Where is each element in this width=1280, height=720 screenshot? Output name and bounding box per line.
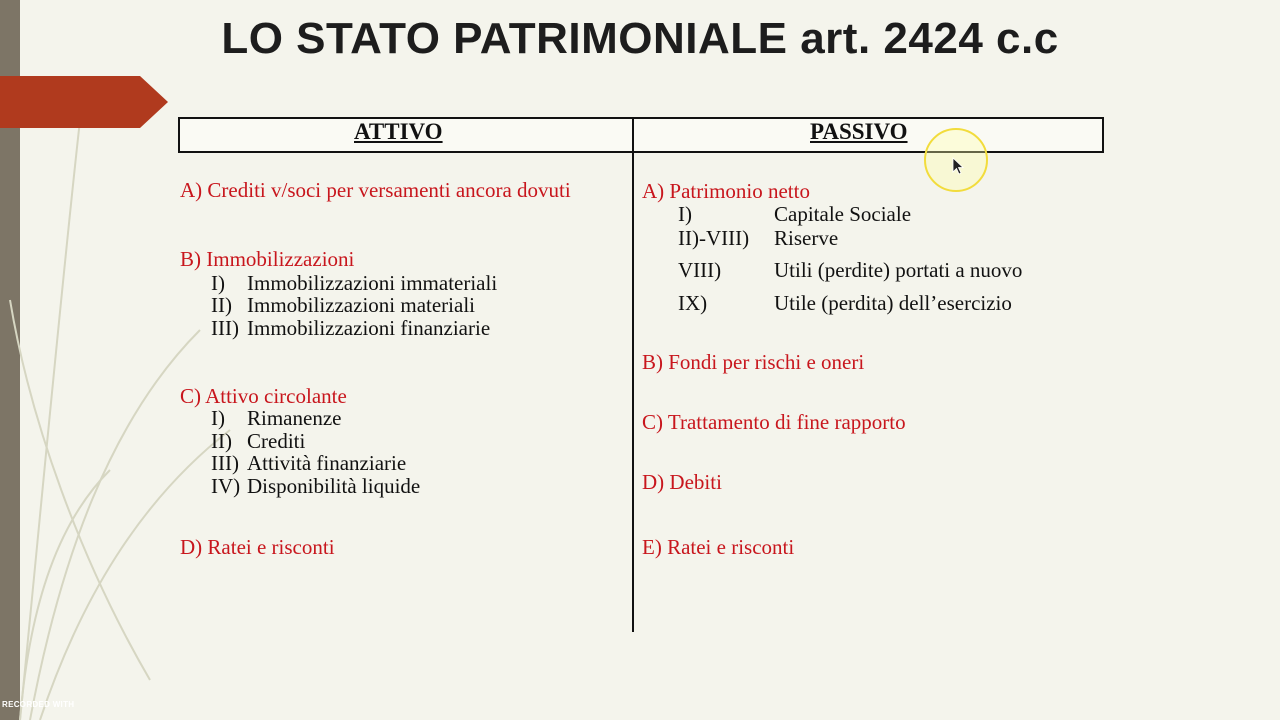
item-text: Crediti [247, 429, 306, 453]
item-text: Rimanenze [247, 406, 342, 430]
item-number: VIII) [678, 258, 722, 282]
passivo-section-c: C) Trattamento di fine rapporto [642, 410, 906, 434]
item-number: IX) [678, 291, 708, 315]
item-text: Utile (perdita) dell’esercizio [774, 291, 1012, 315]
item-number: I) [211, 406, 225, 430]
item-text: Utili (perdite) portati a nuovo [774, 258, 1023, 282]
attivo-section-c: C) Attivo circolante [180, 384, 347, 408]
passivo-section-a: A) Patrimonio netto [642, 179, 810, 203]
item-text: Immobilizzazioni materiali [247, 293, 475, 317]
item-text: Disponibilità liquide [247, 474, 421, 498]
passivo-header: PASSIVO [810, 119, 908, 144]
item-number: II) [211, 429, 232, 453]
column-divider [632, 117, 634, 632]
item-number: IV) [211, 474, 241, 498]
passivo-section-b: B) Fondi per rischi e oneri [642, 350, 865, 374]
attivo-section-b: B) Immobilizzazioni [180, 247, 355, 271]
item-text: Immobilizzazioni finanziarie [247, 316, 491, 340]
item-number: III) [211, 316, 239, 340]
item-number: I) [211, 271, 225, 295]
item-text: Attività finanziarie [247, 451, 407, 475]
mouse-pointer-icon [952, 157, 964, 175]
attivo-section-a: A) Crediti v/soci per versamenti ancora dovuti [180, 178, 571, 202]
passivo-section-d: D) Debiti [642, 470, 722, 494]
item-text: Immobilizzazioni immateriali [247, 271, 498, 295]
item-number: II) [211, 293, 232, 317]
item-text: Riserve [774, 226, 839, 250]
attivo-header: ATTIVO [354, 119, 443, 144]
title-arrow-decoration [0, 76, 168, 128]
item-number: II)-VIII) [678, 226, 750, 250]
item-number: I) [678, 202, 692, 226]
recorder-watermark: RECORDED WITH [2, 700, 75, 709]
attivo-section-d: D) Ratei e risconti [180, 535, 335, 559]
passivo-section-e: E) Ratei e risconti [642, 535, 795, 559]
item-number: III) [211, 451, 239, 475]
slide-title: LO STATO PATRIMONIALE art. 2424 c.c [221, 14, 1059, 63]
item-text: Capitale Sociale [774, 202, 912, 226]
